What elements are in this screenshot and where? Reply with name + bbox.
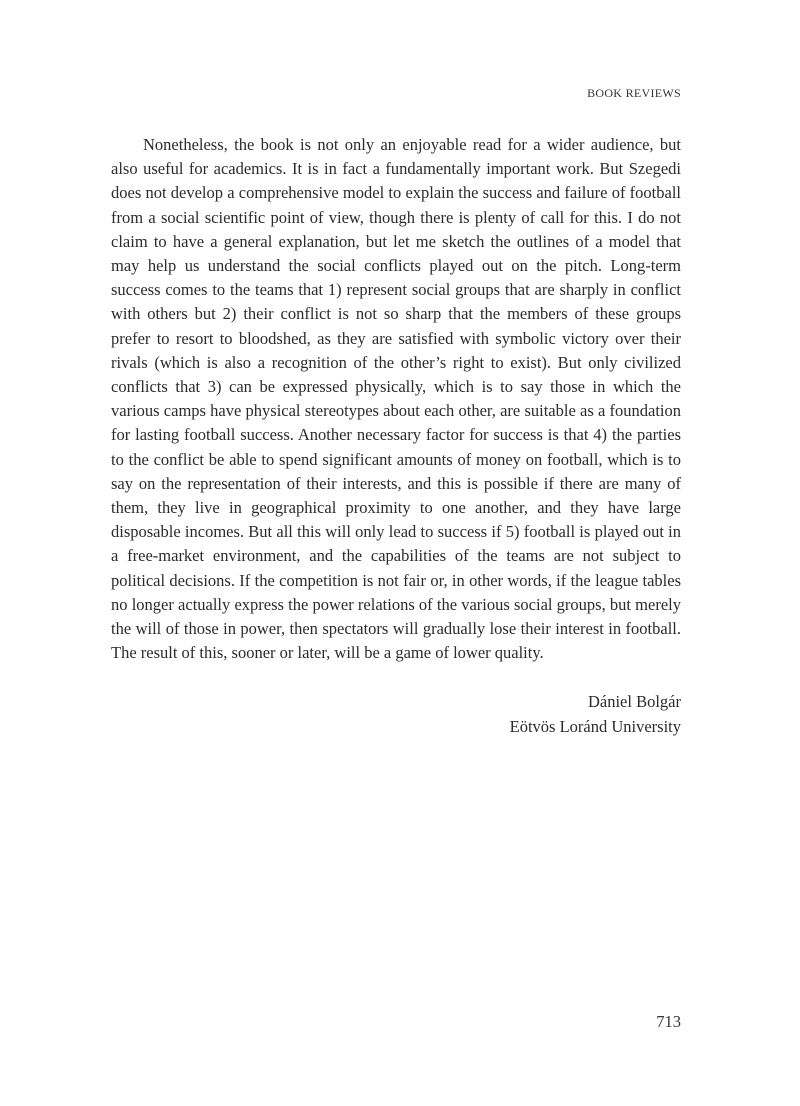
author-name: Dániel Bolgár bbox=[587, 692, 681, 711]
body-paragraph: Nonetheless, the book is not only an enjoyable read for a wider audience, but also useful for academics. It is in fact a fundamentally important work. But Szegedi does not develop a comprehensive model to explain the success and failure of football from a social scientific point of view, though there is plenty of call for this. I do not claim to have a general explanation, but let me sketch the outlines of a model that may help us understand the social conflicts played out on the pitch. Long-term success comes to the teams that 1) represent social groups that are sharply in conflict with others but 2) their conflict is not so sharp that the members of these groups prefer to resort to bloodshed, as they are satisfied with symbolic victory over their rivals (which is also a recognition of the other’s right to exist). But only civilized conflicts that 3) can be expressed physically, which is to say those in which the various camps have physical stereotypes about each other, are suitable as a foundation for lasting football success. Another necessary factor for success is that 4) the parties to the conflict be able to spend significant amounts of money on football, which is to say on the representation of their interests, and this is possible if there are many of them, they live in geographical proximity to one another, and they have large disposable incomes. But all this will only lead to success if 5) football is played out in a free-market environment, and the capabilities of the teams are not subject to political decisions. If the competition is not fair or, in other words, if the league tables no longer actually express the power relations of the various social groups, but merely the will of those in power, then spectators will gradually lose their interest in football. The result of this, sooner or later, will be a game of lower quality. bbox=[111, 135, 681, 663]
page-number: 713 bbox=[656, 1012, 681, 1031]
running-head: BOOK REVIEWS bbox=[587, 86, 681, 100]
author-affiliation: Eötvös Loránd University bbox=[509, 716, 681, 736]
signature-block bbox=[510, 690, 681, 739]
